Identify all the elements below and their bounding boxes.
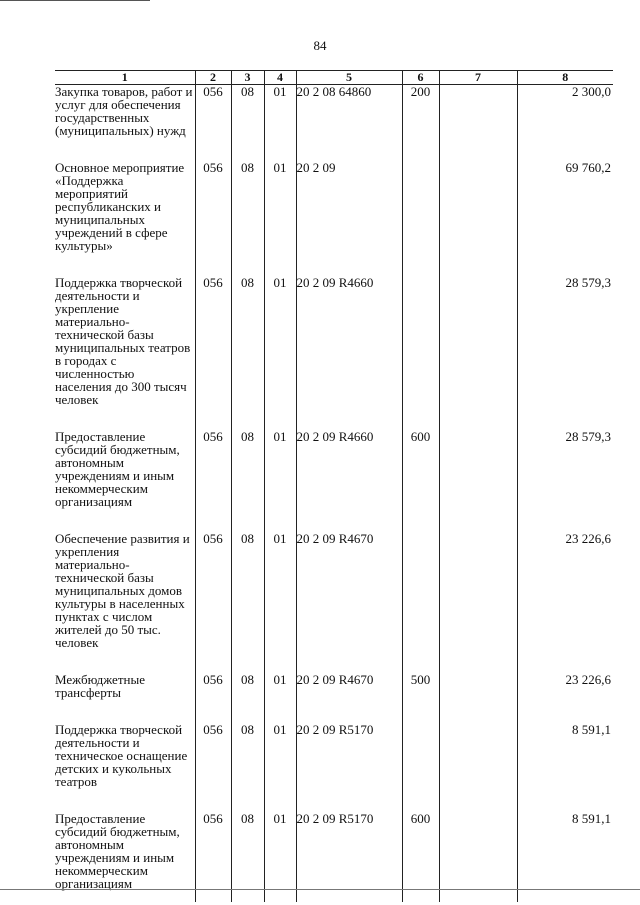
- header-col-2: 2: [195, 71, 231, 85]
- row-spacer: [55, 788, 613, 812]
- cell-col-8: 23 226,6: [517, 673, 613, 699]
- row-name: Предоставление субсидий бюджетным, автономным учреждениям и иным некоммерческим организациям: [55, 812, 195, 890]
- cell-col-8: 23 226,6: [517, 532, 613, 649]
- row-spacer: [55, 137, 613, 161]
- row-spacer: [55, 252, 613, 276]
- row-spacer: [55, 649, 613, 673]
- page-number: 84: [313, 38, 327, 53]
- cell-col-4: 01: [264, 532, 296, 649]
- header-col-5: 5: [296, 71, 402, 85]
- cell-col-4: 01: [264, 276, 296, 406]
- row-name: Предоставление субсидий бюджетным, автономным учреждениям и иным некоммерческим организациям: [55, 430, 195, 508]
- header-col-8: 8: [517, 71, 613, 85]
- cell-col-6: 200: [402, 85, 439, 138]
- cell-col-5: 20 2 09 R4670: [296, 673, 402, 699]
- cell-col-2: 056: [195, 812, 231, 890]
- cell-col-2: 056: [195, 85, 231, 138]
- cell-col-6: [402, 276, 439, 406]
- table-row: [55, 430, 613, 508]
- table-row: [55, 85, 613, 138]
- row-name: Межбюджетные трансферты: [55, 673, 195, 699]
- cell-col-2: 056: [195, 673, 231, 699]
- cell-col-3: 08: [231, 532, 264, 649]
- table-row: [55, 723, 613, 788]
- cell-col-7: [439, 85, 517, 138]
- cell-col-3: 08: [231, 812, 264, 890]
- table-row: [55, 276, 613, 406]
- cell-col-2: 056: [195, 161, 231, 252]
- cell-col-7: [439, 723, 517, 788]
- cell-col-3: 08: [231, 430, 264, 508]
- header-col-4: 4: [264, 71, 296, 85]
- cell-col-3: 08: [231, 723, 264, 788]
- row-spacer: [55, 890, 613, 902]
- row-name: Обеспечение развития и укрепления материально-технической базы муниципальных домов культуры в населенных пунктах с числом жителей до 50 тыс. человек: [55, 532, 195, 649]
- cell-col-5: 20 2 09 R4660: [296, 430, 402, 508]
- cell-col-7: [439, 430, 517, 508]
- cell-col-4: 01: [264, 812, 296, 890]
- cell-col-6: [402, 723, 439, 788]
- cell-col-2: 056: [195, 532, 231, 649]
- cell-col-3: 08: [231, 161, 264, 252]
- cell-col-6: 500: [402, 673, 439, 699]
- row-spacer: [55, 508, 613, 532]
- cell-col-8: 2 300,0: [517, 85, 613, 138]
- cell-col-5: 20 2 09 R5170: [296, 723, 402, 788]
- cell-col-6: [402, 532, 439, 649]
- cell-col-4: 01: [264, 430, 296, 508]
- cell-col-8: 8 591,1: [517, 723, 613, 788]
- cell-col-5: 20 2 08 64860: [296, 85, 402, 138]
- header-col-7: 7: [439, 71, 517, 85]
- cell-col-3: 08: [231, 85, 264, 138]
- cell-col-7: [439, 276, 517, 406]
- cell-col-4: 01: [264, 161, 296, 252]
- cell-col-5: 20 2 09 R5170: [296, 812, 402, 890]
- budget-table: [55, 70, 613, 902]
- row-name: Закупка товаров, работ и услуг для обеспечения государственных (муниципальных) нужд: [55, 85, 195, 138]
- cell-col-3: 08: [231, 673, 264, 699]
- header-col-3: 3: [231, 71, 264, 85]
- cell-col-7: [439, 161, 517, 252]
- row-spacer: [55, 699, 613, 723]
- row-spacer: [55, 406, 613, 430]
- cell-col-6: 600: [402, 430, 439, 508]
- cell-col-5: 20 2 09 R4660: [296, 276, 402, 406]
- table-row: [55, 812, 613, 890]
- cell-col-3: 08: [231, 276, 264, 406]
- cell-col-4: 01: [264, 673, 296, 699]
- cell-col-8: 28 579,3: [517, 276, 613, 406]
- cell-col-7: [439, 812, 517, 890]
- table-row: [55, 161, 613, 252]
- top-left-rule: [0, 0, 150, 1]
- cell-col-5: 20 2 09: [296, 161, 402, 252]
- cell-col-4: 01: [264, 723, 296, 788]
- cell-col-5: 20 2 09 R4670: [296, 532, 402, 649]
- cell-col-8: 69 760,2: [517, 161, 613, 252]
- cell-col-2: 056: [195, 430, 231, 508]
- row-name: Основное мероприятие «Поддержка мероприятий республиканских и муниципальных учреждений в сфере культуры»: [55, 161, 195, 252]
- cell-col-6: 600: [402, 812, 439, 890]
- cell-col-6: [402, 161, 439, 252]
- cell-col-7: [439, 673, 517, 699]
- cell-col-7: [439, 532, 517, 649]
- cell-col-8: 28 579,3: [517, 430, 613, 508]
- cell-col-4: 01: [264, 85, 296, 138]
- table-row: [55, 673, 613, 699]
- row-name: Поддержка творческой деятельности и техническое оснащение детских и кукольных театров: [55, 723, 195, 788]
- cell-col-2: 056: [195, 276, 231, 406]
- cell-col-2: 056: [195, 723, 231, 788]
- bottom-rule: [0, 889, 640, 890]
- table-header-row: [55, 71, 613, 85]
- header-col-1: 1: [55, 71, 195, 85]
- header-col-6: 6: [402, 71, 439, 85]
- row-name: Поддержка творческой деятельности и укрепление материально-технической базы муниципальных театров в городах с численностью населения до 300 тысяч человек: [55, 276, 195, 406]
- table-row: [55, 532, 613, 649]
- cell-col-8: 8 591,1: [517, 812, 613, 890]
